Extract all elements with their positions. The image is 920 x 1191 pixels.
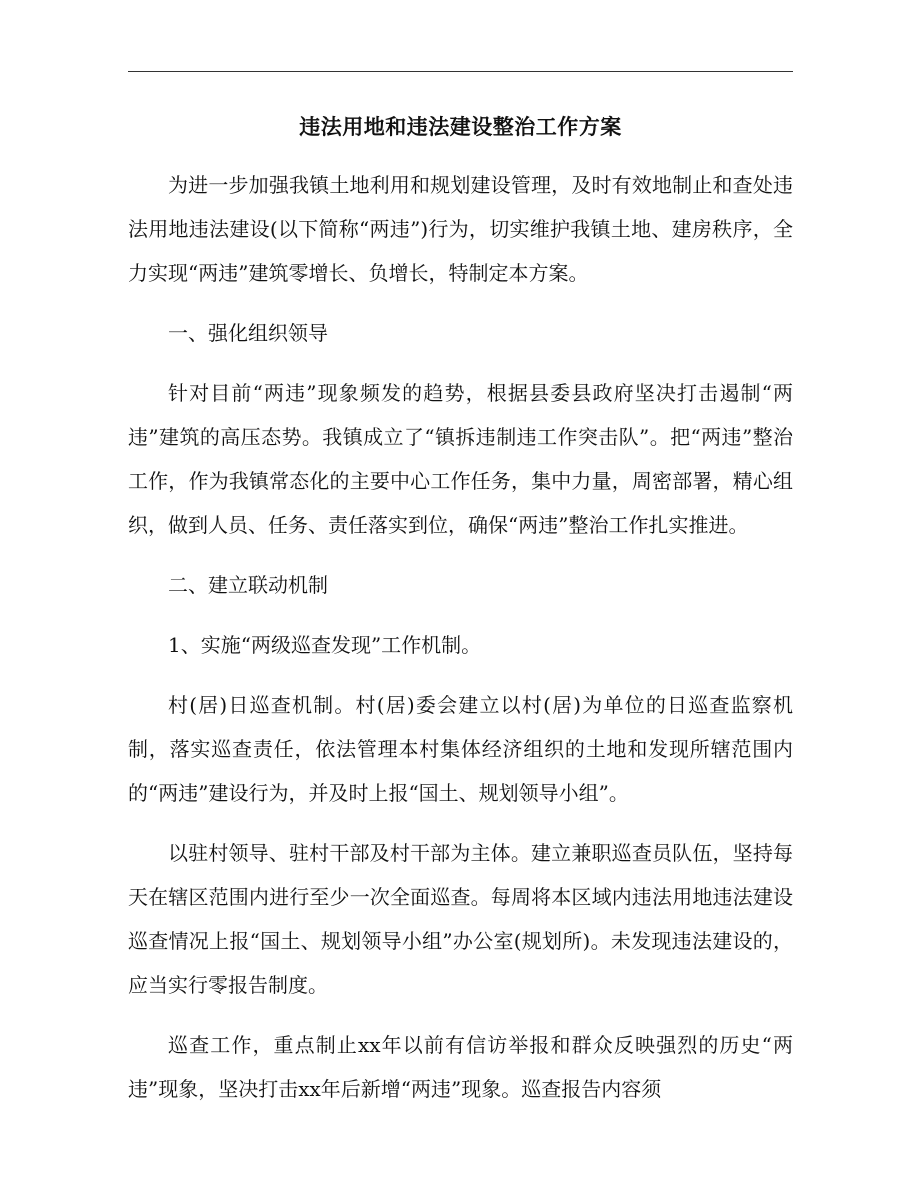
document-body [128, 163, 793, 1127]
section-1-paragraph: 针对目前“两违”现象频发的趋势，根据县委县政府坚决打击遏制“两违”建筑的高压态势。我镇成立了“镇拆违制违工作突击队”。把“两违”整治工作，作为我镇常态化的主要中心工作任务，集中力量，周密部署，精心组织，做到人员、任务、责任落实到位，确保“两违”整治工作扎实推进。 [128, 381, 793, 537]
subsection-heading-1: 1、实施“两级巡查发现”工作机制。 [168, 633, 482, 657]
patrol-team-paragraph: 以驻村领导、驻村干部及村干部为主体。建立兼职巡查员队伍，坚持每天在辖区范围内进行至少一次全面巡查。每周将本区域内违法用地违法建设巡查情况上报“国土、规划领导小组”办公室(规划所)。未发现违法建设的，应当实行零报告制度。 [128, 841, 793, 997]
section-heading-2: 二、建立联动机制 [168, 573, 328, 597]
intro-paragraph: 为进一步加强我镇土地利用和规划建设管理，及时有效地制止和查处违法用地违法建设(以下简称“两违”)行为，切实维护我镇土地、建房秩序，全力实现“两违”建筑零增长、负增长，特制定本方案。 [128, 173, 793, 285]
header-rule [128, 71, 793, 72]
patrol-focus-paragraph: 巡查工作，重点制止xx年以前有信访举报和群众反映强烈的历史“两违”现象，坚决打击xx年后新增“两违”现象。巡查报告内容须 [128, 1033, 793, 1101]
document-title: 违法用地和违法建设整治工作方案 [299, 114, 622, 139]
section-heading-1: 一、强化组织领导 [168, 321, 328, 345]
village-patrol-paragraph: 村(居)日巡查机制。村(居)委会建立以村(居)为单位的日巡查监察机制，落实巡查责任，依法管理本村集体经济组织的土地和发现所辖范围内的“两违”建设行为，并及时上报“国土、规划领导小组”。 [128, 693, 793, 805]
